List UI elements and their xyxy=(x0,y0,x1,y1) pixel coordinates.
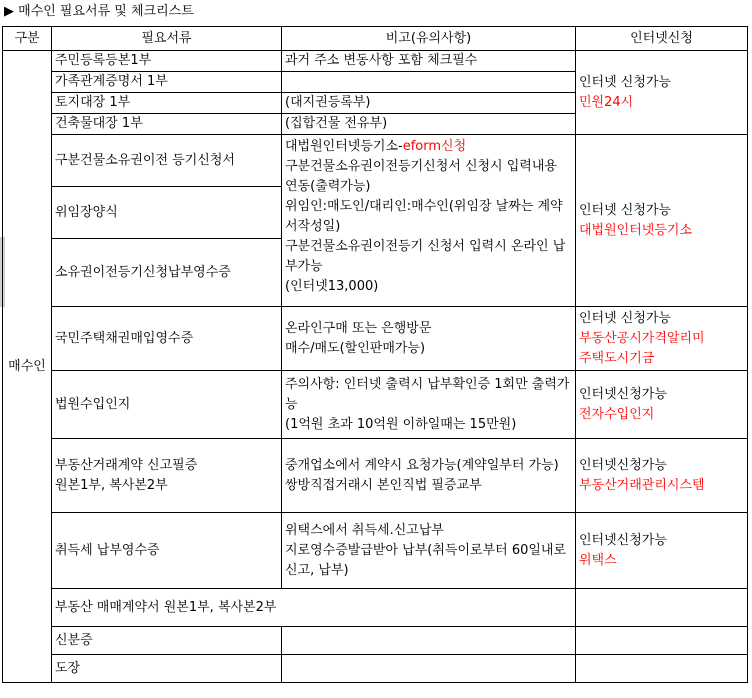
doc-cell[interactable]: 신분증 xyxy=(52,627,282,655)
online-site: 민원24시 xyxy=(579,94,634,110)
doc-text: 부동산거래계약 신고필증 xyxy=(55,457,198,473)
doc-cell[interactable]: 구분건물소유권이전 등기신청서 xyxy=(52,135,282,187)
note-cell[interactable] xyxy=(282,72,576,93)
doc-cell[interactable]: 건축물대장 1부 xyxy=(52,114,282,135)
online-cell[interactable] xyxy=(576,655,748,683)
table-row xyxy=(3,135,748,187)
doc-cell[interactable]: 위임장양식 xyxy=(52,187,282,239)
note-text: 매수/매도(할인판매가능) xyxy=(285,340,426,356)
table-row xyxy=(3,439,748,513)
doc-cell[interactable] xyxy=(52,439,282,513)
online-site: 전자수입인지 xyxy=(579,406,655,422)
table-row xyxy=(3,371,748,439)
header-docs[interactable]: 필요서류 xyxy=(52,27,282,51)
online-cell[interactable] xyxy=(576,135,748,307)
note-text: 쌍방직접거래시 본인직법 필증교부 xyxy=(285,477,482,493)
doc-text: 원본1부, 복사본2부 xyxy=(55,477,168,493)
note-cell[interactable]: (대지권등록부) xyxy=(282,93,576,114)
note-text: 구분건물소유권이전등기 신청서 입력시 온라인 납부가능 xyxy=(285,239,566,274)
online-site: 위택스 xyxy=(579,552,617,568)
doc-cell[interactable]: 부동산 매매계약서 원본1부, 복사본2부 xyxy=(52,589,576,627)
note-text: 위택스에서 취득세.신고납부 xyxy=(285,522,444,538)
doc-cell[interactable]: 법원수입인지 xyxy=(52,371,282,439)
note-text: 지로영수증발급받아 납부(취득이로부터 60일내로신고, 납부) xyxy=(285,542,567,578)
online-cell[interactable] xyxy=(576,513,748,589)
online-site: 주택도시기금 xyxy=(579,350,655,366)
doc-cell[interactable]: 국민주택채권매입영수증 xyxy=(52,307,282,371)
table-row xyxy=(3,307,748,371)
checklist-table xyxy=(2,26,748,683)
doc-cell[interactable]: 토지대장 1부 xyxy=(52,93,282,114)
note-text: (인터넷13,000) xyxy=(285,279,379,294)
note-text: 중개업소에서 계약시 요청가능(계약일부터 가능) xyxy=(285,457,559,473)
online-site: 부동산거래관리시스템 xyxy=(579,477,705,493)
doc-cell[interactable]: 취득세 납부영수증 xyxy=(52,513,282,589)
note-cell[interactable] xyxy=(282,655,576,683)
doc-cell[interactable]: 도장 xyxy=(52,655,282,683)
online-text: 인터넷 신청가능 xyxy=(579,310,672,326)
header-row xyxy=(3,27,748,51)
note-cell[interactable] xyxy=(282,307,576,371)
online-site: 부동산공시가격알리미 xyxy=(579,330,705,346)
table-row xyxy=(3,655,748,683)
online-text: 인터넷 신청가능 xyxy=(579,202,672,218)
note-cell[interactable] xyxy=(282,439,576,513)
note-cell[interactable] xyxy=(282,627,576,655)
online-text: 인터넷 신청가능 xyxy=(579,74,672,90)
note-text: 구분건물소유권이전등기신청서 신청시 입력내용 연동(출력가능) xyxy=(285,159,557,194)
header-online[interactable]: 인터넷신청 xyxy=(576,27,748,51)
doc-cell[interactable]: 소유권이전등기신청납부영수증 xyxy=(52,239,282,307)
doc-cell[interactable]: 주민등록등본1부 xyxy=(52,51,282,72)
online-cell[interactable] xyxy=(576,439,748,513)
note-link: eform신청 xyxy=(402,139,467,154)
table-row xyxy=(3,627,748,655)
online-text: 인터넷신청가능 xyxy=(579,457,667,473)
note-text: 위임인:매도인/대리인:매수인(위임장 날짜는 계약서작성일) xyxy=(285,199,563,234)
note-cell[interactable]: 과거 주소 변동사항 포함 체크필수 xyxy=(282,51,576,72)
table-row xyxy=(3,513,748,589)
note-text: 대법원인터넷등기소- xyxy=(285,139,403,154)
gubun-cell[interactable]: 매수인 xyxy=(3,51,52,683)
table-row xyxy=(3,51,748,72)
note-cell[interactable]: (집합건물 전유부) xyxy=(282,114,576,135)
online-text: 인터넷신청가능 xyxy=(579,386,667,402)
header-gubun[interactable]: 구분 xyxy=(3,27,52,51)
note-cell[interactable] xyxy=(282,371,576,439)
note-text: (1억원 초과 10억원 이하일때는 15만원) xyxy=(285,416,517,432)
online-cell[interactable] xyxy=(576,51,748,135)
doc-cell[interactable]: 가족관계증명서 1부 xyxy=(52,72,282,93)
online-cell[interactable] xyxy=(576,307,748,371)
online-site: 대법원인터넷등기소 xyxy=(579,222,693,238)
note-text: 온라인구매 또는 은행방문 xyxy=(285,320,432,336)
online-cell[interactable] xyxy=(576,627,748,655)
sheet-title-row[interactable] xyxy=(0,0,752,24)
online-cell[interactable] xyxy=(576,371,748,439)
note-cell[interactable] xyxy=(282,513,576,589)
online-text: 인터넷신청가능 xyxy=(579,532,667,548)
note-cell[interactable] xyxy=(282,135,576,307)
online-cell[interactable] xyxy=(576,589,748,627)
note-text: 주의사항: 인터넷 출력시 납부확인증 1회만 출력가능 xyxy=(285,376,570,412)
sheet-title: ▶ 매수인 필요서류 및 체크리스트 xyxy=(4,4,194,19)
header-notes[interactable]: 비고(유의사항) xyxy=(282,27,576,51)
table-row xyxy=(3,589,748,627)
